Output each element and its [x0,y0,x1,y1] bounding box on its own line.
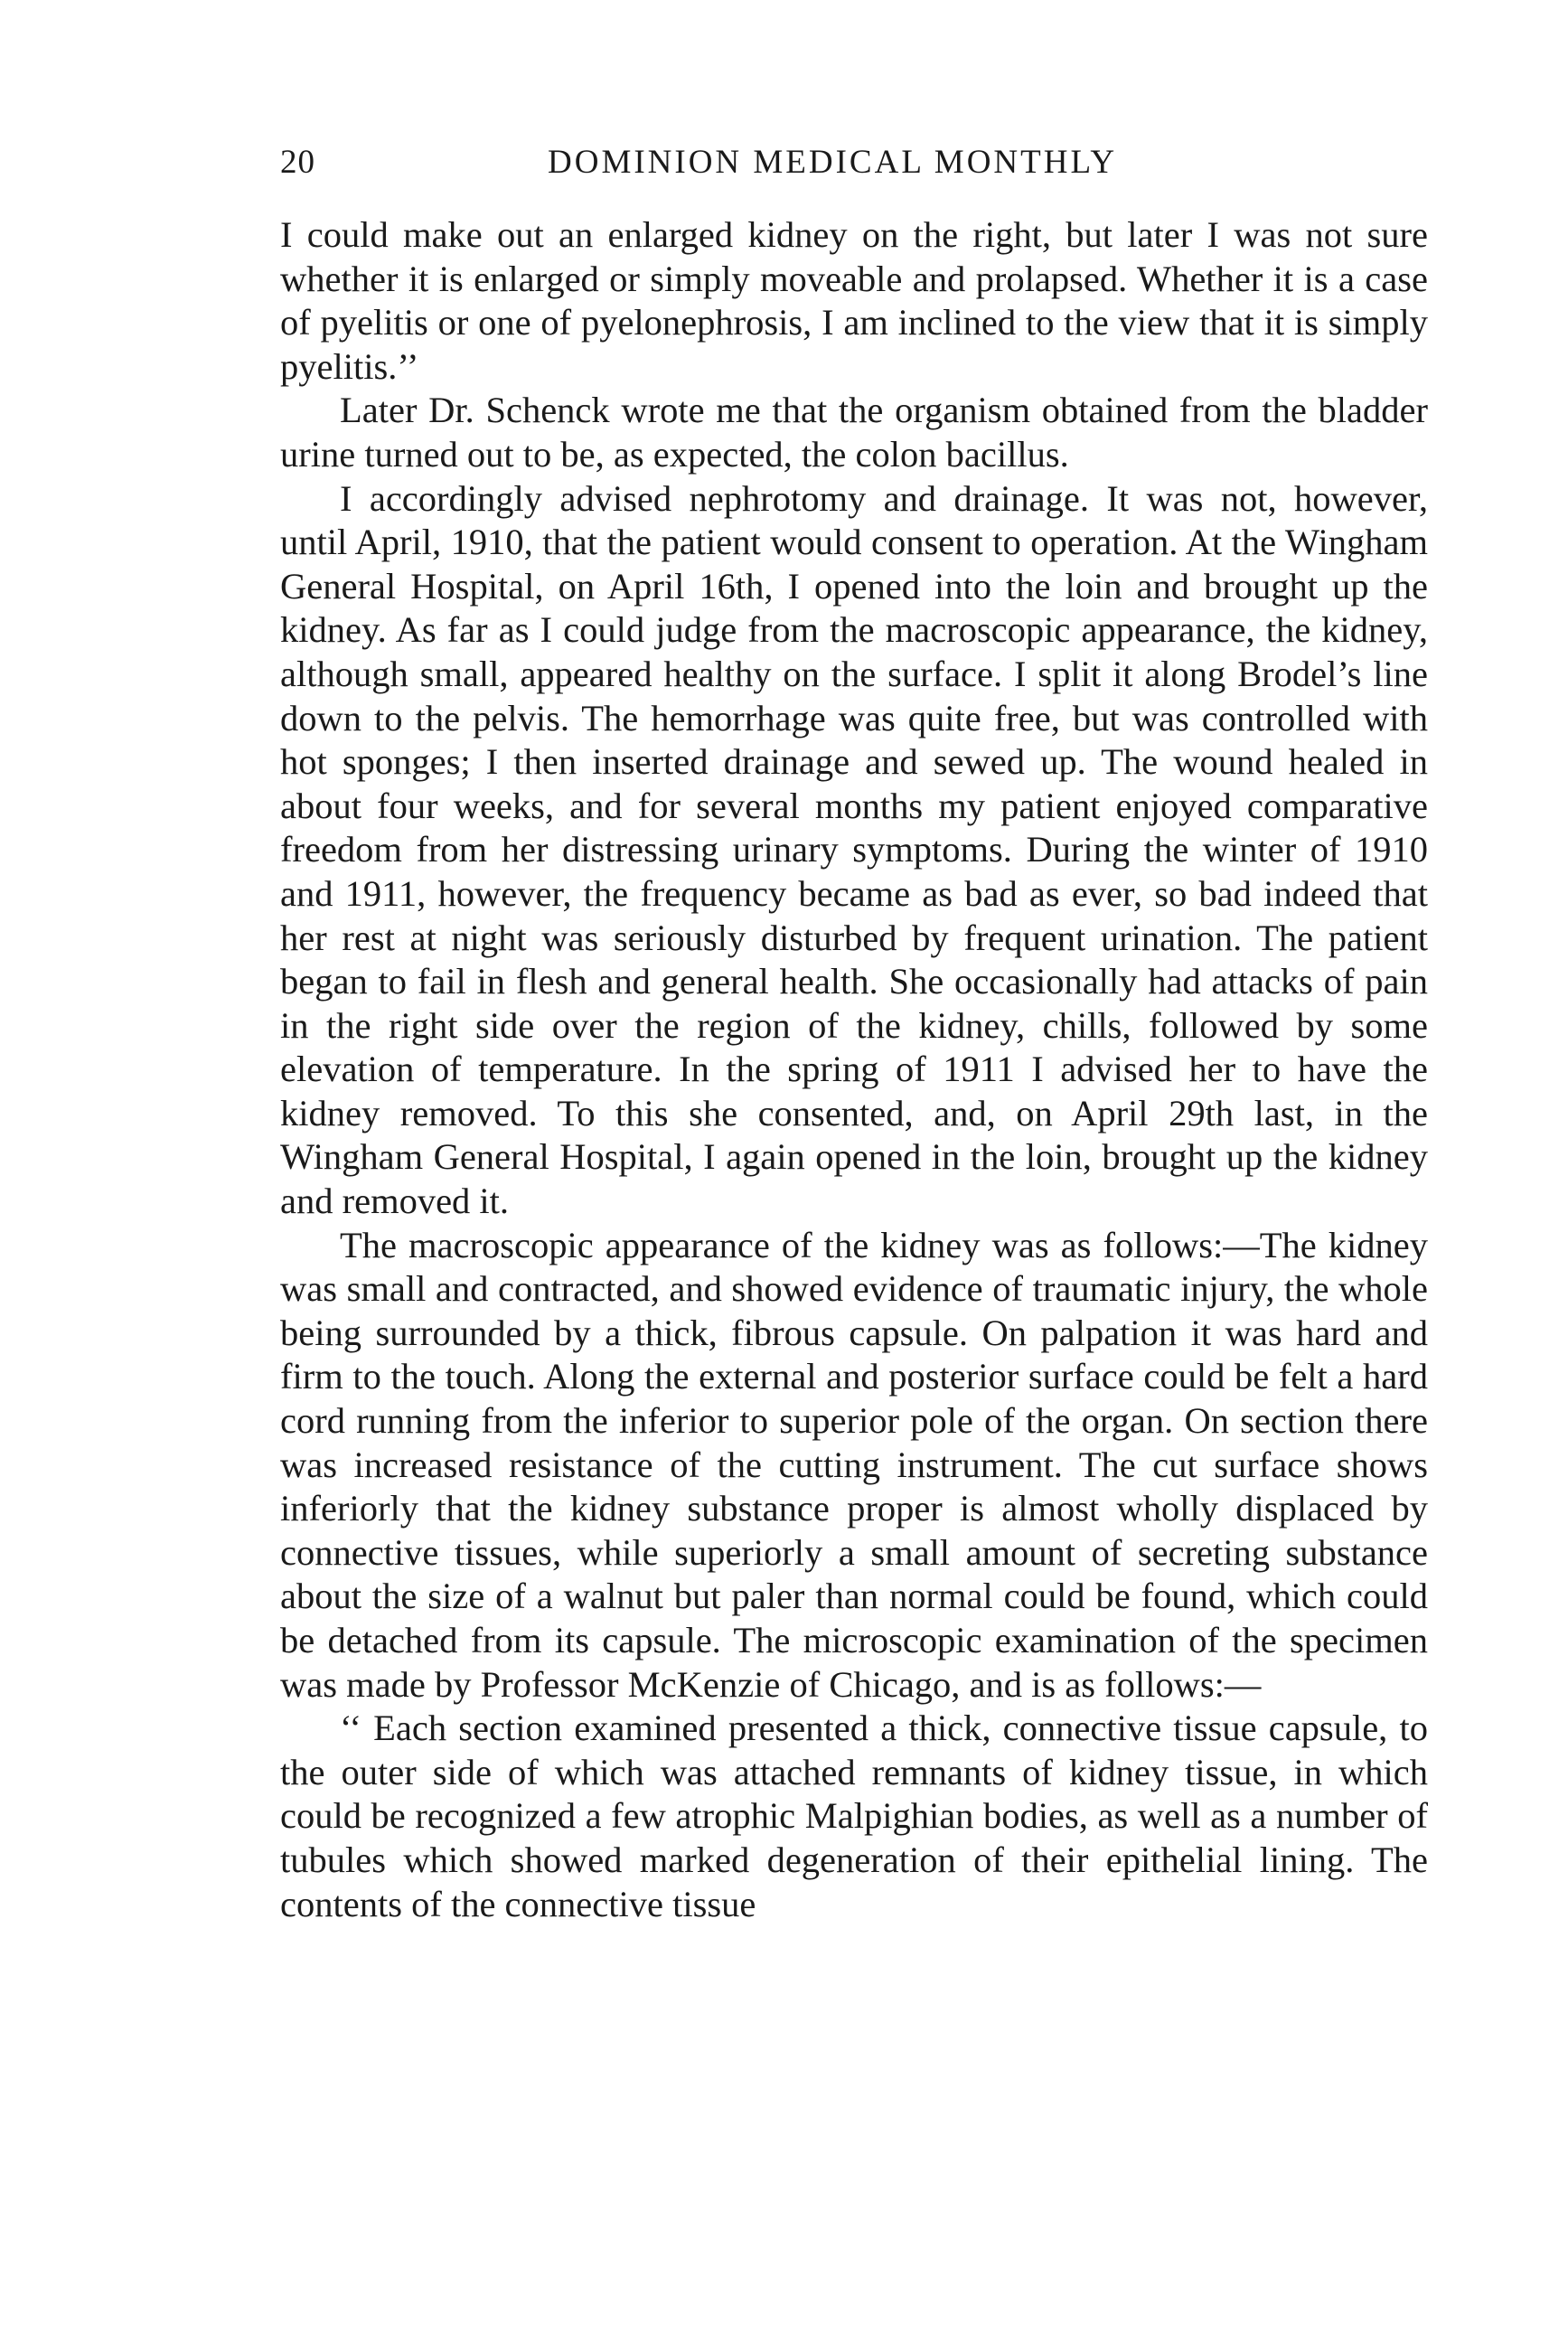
running-head [280,137,1428,188]
page-number: 20 [280,144,315,181]
paragraph-quotation: ‘‘ Each section examined presented a thick, connective tissue capsule, to the outer side of which was attached remnants of kidney tissue, in which could be recognized a few atrophic Malpighian bodies, as well as a number of tubules which showed marked degeneration of their epithelial lining. The contents of the connective tissue [280,1707,1428,1924]
paragraph: The macroscopic appearance of the kidney was as follows:—The kidney was small and contracted, and showed evidence of traumatic injury, the whole being surrounded by a thick, fibrous capsule. On palpation it was hard and firm to the touch. Along the external and posterior surface could be felt a hard cord running from the inferior to superior pole of the organ. On section there was increased resistance of the cutting instrument. The cut surface shows inferiorly that the kidney substance proper is almost wholly displaced by connective tissues, while superiorly a small amount of secreting substance about the size of a walnut but paler than normal could be found, which could be detached from its capsule. The microscopic examination of the specimen was made by Professor McKenzie of Chicago, and is as follows:— [280,1224,1428,1705]
paragraph: I accordingly advised nephrotomy and drainage. It was not, however, until April, 1910, that the patient would consent to operation. At the Wingham General Hospital, on April 16th, I opened into the loin and brought up the kidney. As far as I could judge from the macroscopic appearance, the kidney, although small, appeared healthy on the surface. I split it along Brodel’s line down to the pelvis. The hemorrhage was quite free, but was controlled with hot sponges; I then inserted drainage and sewed up. The wound healed in about four weeks, and for several months my patient enjoyed comparative freedom from her distressing urinary symptoms. During the winter of 1910 and 1911, however, the frequency became as bad as ever, so bad indeed that her rest at night was seriously disturbed by frequent urination. The patient began to fail in flesh and general health. She occasionally had attacks of pain in the right side over the region of the kidney, chills, followed by some elevation of temperature. In the spring of 1911 I advised her to have the kidney removed. To this she consented, and, on April 29th last, in the Wingham General Hospital, I again opened in the loin, brought up the kidney and removed it. [280,477,1428,1222]
paragraph-continued: I could make out an enlarged kidney on the right, but later I was not sure whether it is enlarged or simply moveable and prolapsed. Whether it is a case of pyelitis or one of pyelonephrosis, I am inclined to the view that it is simply pyelitis.’’ [280,214,1428,387]
body-text [280,213,1428,1926]
paragraph: Later Dr. Schenck wrote me that the organism obtained from the bladder urine turned out to be, as expected, the colon bacillus. [280,390,1428,475]
journal-title: DOMINION MEDICAL MONTHLY [548,144,1118,181]
